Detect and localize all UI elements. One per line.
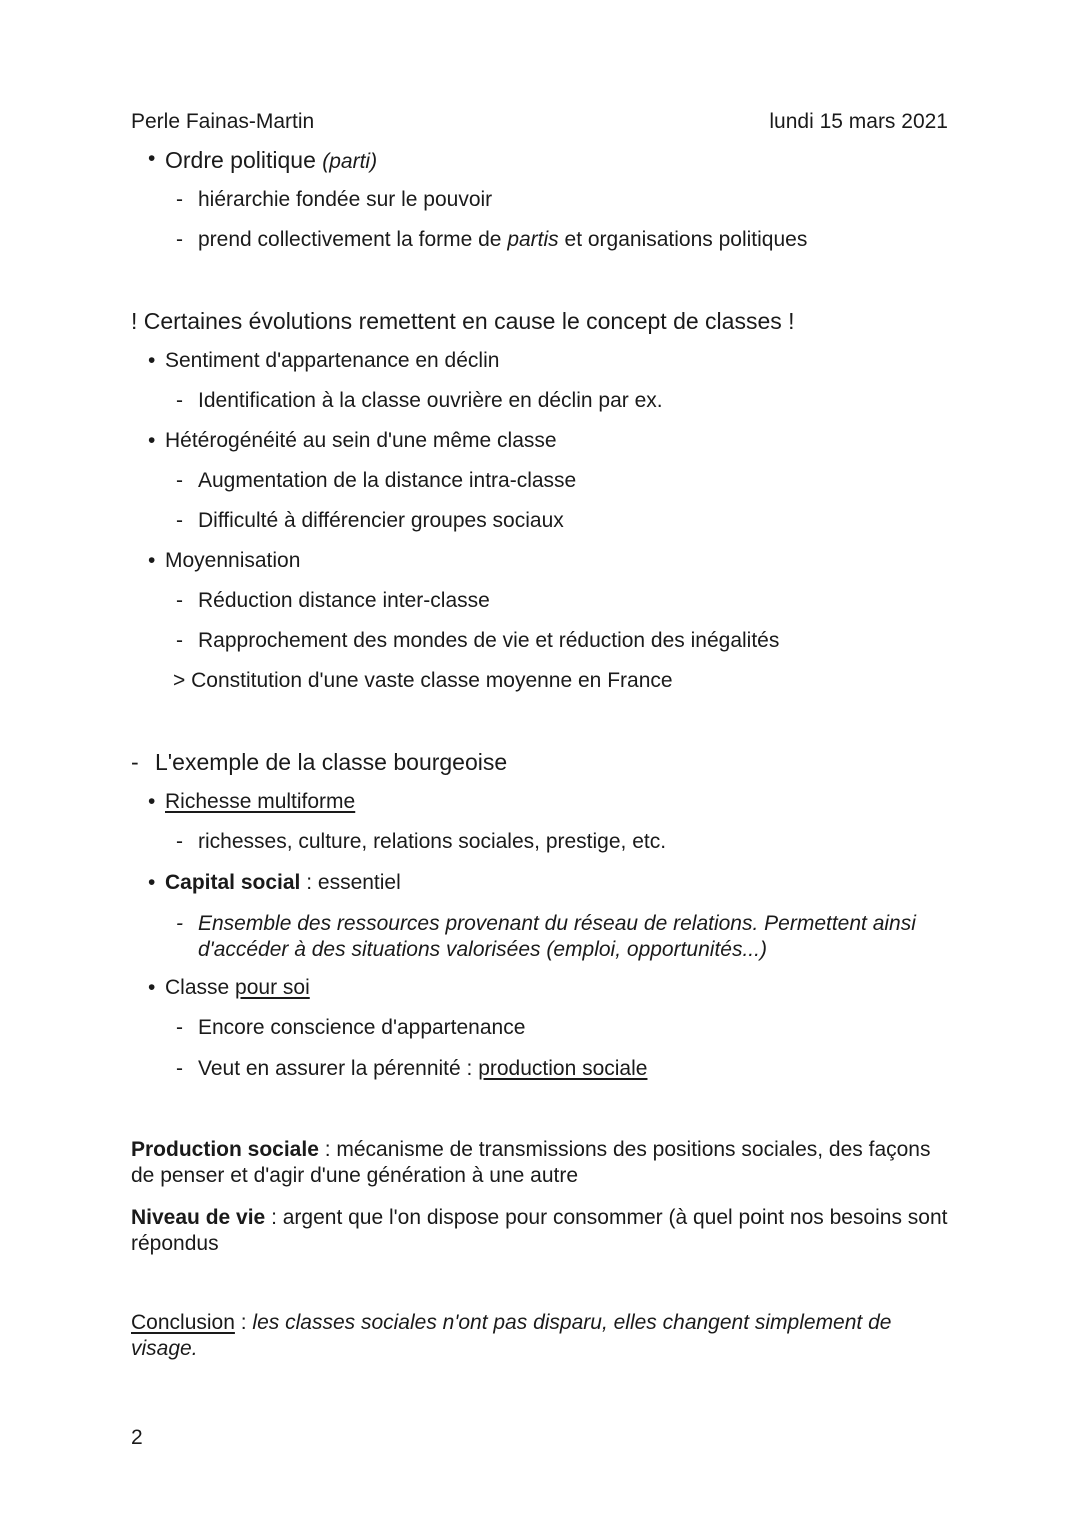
classe-item-2: - Veut en assurer la pérennité : production sociale xyxy=(198,1057,647,1081)
bullet-richesse: • Richesse multiforme xyxy=(165,790,355,814)
bourgeoise-section xyxy=(131,749,507,776)
document-date: lundi 15 mars 2021 xyxy=(769,110,948,133)
bullet-moyennisation: • Moyennisation xyxy=(165,549,300,573)
heterogeneite-item-2: - Difficulté à différencier groupes sociaux xyxy=(198,509,564,533)
remise-en-cause-heading: ! Certaines évolutions remettent en cause le concept de classes ! xyxy=(131,308,795,334)
moyennisation-item-2: - Rapprochement des mondes de vie et réduction des inégalités xyxy=(198,629,779,653)
bullet-sentiment: • Sentiment d'appartenance en déclin xyxy=(165,349,499,373)
bullet-classe-pour-soi: • Classe pour soi xyxy=(165,976,310,1000)
ordre-item-1: - hiérarchie fondée sur le pouvoir xyxy=(198,188,492,212)
classe-item-1: - Encore conscience d'appartenance xyxy=(198,1016,525,1040)
bourgeoise-heading: L'exemple de la classe bourgeoise xyxy=(155,749,508,775)
author-name: Perle Fainas-Martin xyxy=(131,110,315,133)
conclusion: Conclusion : les classes sociales n'ont pas disparu, elles changent simplement de visage. xyxy=(131,1311,892,1360)
richesse-item: - richesses, culture, relations sociales, prestige, etc. xyxy=(198,830,666,854)
moyennisation-item-1: - Réduction distance inter-classe xyxy=(198,589,490,613)
heterogeneite-item-1: - Augmentation de la distance intra-classe xyxy=(198,469,576,493)
page-number: 2 xyxy=(131,1426,143,1449)
capital-social-term: Capital social xyxy=(165,871,301,894)
bullet-heterogeneite: • Hétérogénéité au sein d'une même classe xyxy=(165,429,557,453)
definition-production-sociale: Production sociale : mécanisme de transmissions des positions sociales, des façons de penser et d'agir d'une génération à une autre xyxy=(131,1138,931,1187)
definition-niveau-de-vie: Niveau de vie : argent que l'on dispose pour consommer (à quel point nos besoins sont répondus xyxy=(131,1206,948,1255)
ordre-politique-title: Ordre politique xyxy=(165,147,316,173)
moyennisation-arrow-note: > Constitution d'une vaste classe moyenne en France xyxy=(173,669,673,692)
bullet-capital-social: • Capital social : essentiel xyxy=(165,871,401,895)
ordre-item-2: - prend collectivement la forme de partis et organisations politiques xyxy=(198,228,807,252)
sentiment-item-1: - Identification à la classe ouvrière en déclin par ex. xyxy=(198,389,663,413)
bourgeoise-dash: - xyxy=(131,749,139,775)
ordre-politique-paren: (parti) xyxy=(322,150,378,173)
bullet-ordre-politique xyxy=(165,147,377,174)
capital-social-definition: - Ensemble des ressources provenant du réseau de relations. Permettent ainsi d'accéder à des situations valorisées (emploi, opportunités...) xyxy=(198,911,958,963)
